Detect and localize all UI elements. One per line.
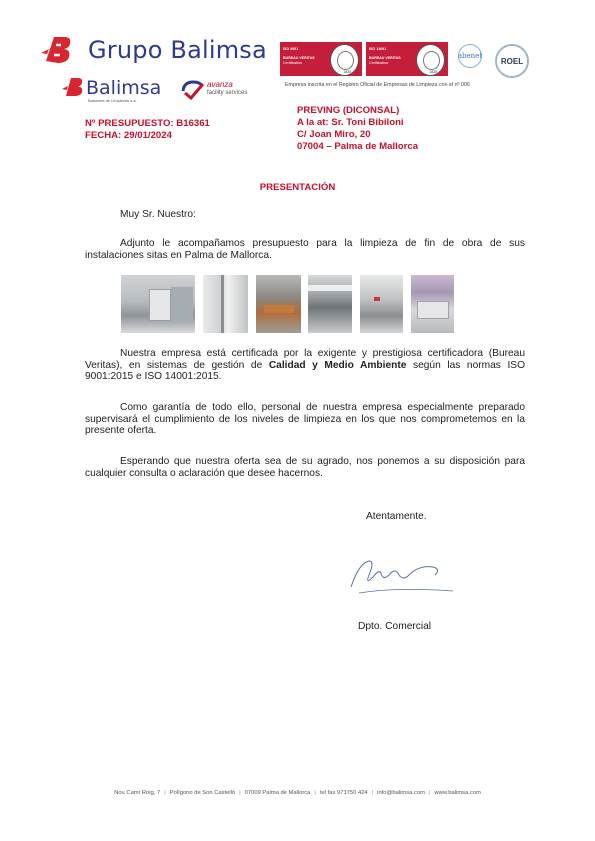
office-photo-4 xyxy=(308,275,352,333)
footer-polygon: Polígono de Son Castelló xyxy=(169,790,236,796)
brand-tagline: Balsones de Limpiezas s.a. xyxy=(88,98,137,103)
paragraph-2-bold: Calidad y Medio Ambiente xyxy=(268,359,407,371)
greeting: Muy Sr. Nuestro: xyxy=(120,209,196,220)
brand-main-title: Grupo Balimsa xyxy=(88,36,267,64)
recipient-company: PREVING (DICONSAL) xyxy=(297,105,400,116)
footer-email[interactable]: info@balimsa.com xyxy=(377,790,425,796)
abenet-label: abenet xyxy=(457,52,483,60)
footer-separator: | xyxy=(164,790,166,796)
footer-address: Nou Camí Roig, 7 xyxy=(114,790,161,796)
office-photo-6 xyxy=(411,275,454,333)
paragraph-1: Adjunto le acompañamos presupuesto para la limpieza de fin de obra de sus instalaciones sitas en Palma de Mallorca. xyxy=(85,238,525,261)
quote-meta xyxy=(85,118,210,142)
bureau-veritas-iso9001-badge xyxy=(280,42,362,76)
paragraph-2 xyxy=(85,348,525,383)
office-photo-3 xyxy=(256,275,301,333)
recipient-block xyxy=(297,105,418,153)
balimsa-logo-icon xyxy=(62,76,86,98)
cert2-year: 1828 xyxy=(429,70,437,74)
bureau-veritas-iso14001-badge xyxy=(366,42,448,76)
avanza-tagline: facility services xyxy=(207,90,248,96)
footer-web[interactable]: www.balimsa.com xyxy=(434,790,481,796)
cert1-iso: ISO 9001 xyxy=(283,47,299,51)
cert2-type: Certification xyxy=(369,61,388,65)
cert1-type: Certification xyxy=(283,61,302,65)
abenet-logo xyxy=(454,44,486,80)
paragraph-4: Esperando que nuestra oferta sea de su agrado, nos ponemos a su disposición para cualquier consulta o aclaración que desee hacernos. xyxy=(85,456,525,479)
footer-phone: tel fax 971750 424 xyxy=(319,790,368,796)
quote-date: FECHA: 29/01/2024 xyxy=(85,130,172,141)
roel-label: ROEL xyxy=(500,56,524,66)
paragraph-3: Como garantía de todo ello, personal de nuestra empresa especialmente preparado supervisará el cumplimiento de los niveles de limpieza en los que nos comprometemos en la presente oferta. xyxy=(85,402,525,437)
handwritten-signature xyxy=(345,553,455,599)
signatory: Dpto. Comercial xyxy=(358,621,432,632)
closing: Atentamente. xyxy=(366,511,427,522)
footer-separator: | xyxy=(371,790,374,796)
recipient-attention: A la at: Sr. Toni Bibiloni xyxy=(297,117,404,128)
grupo-balimsa-logo-icon xyxy=(40,33,80,67)
section-title: PRESENTACIÓN xyxy=(259,182,336,193)
footer-separator: | xyxy=(314,790,316,796)
office-photo-2 xyxy=(203,275,248,333)
roel-logo xyxy=(495,44,529,78)
recipient-street: C/ Joan Miro, 20 xyxy=(297,129,371,140)
paragraph-2-start: Nuestra empresa está certificada por la exigente y prestigiosa certificadora (Bureau Veritas), en sistemas de gestión de xyxy=(85,348,525,371)
avanza-name: avanza xyxy=(207,80,233,89)
recipient-city: 07004 – Palma de Mallorca xyxy=(297,141,419,152)
office-photo-1 xyxy=(121,275,195,333)
paragraph-2-end: según las normas ISO 9001:2015 e ISO 14001:2015. xyxy=(85,359,526,383)
footer-separator: | xyxy=(239,790,241,796)
quote-number: Nº PRESUPUESTO: B16361 xyxy=(85,118,210,129)
registro-text: Empresa inscrita en el Registro Oficial de Empresas de Limpieza con el nº 006 xyxy=(285,82,470,88)
cert2-org: BUREAU VERITAS xyxy=(369,56,401,60)
cert1-year: 1828 xyxy=(343,70,351,74)
footer-city: 07009 Palma de Mallorca xyxy=(244,790,311,796)
footer-separator: | xyxy=(428,790,431,796)
avanza-logo-icon xyxy=(180,78,206,100)
cert1-org: BUREAU VERITAS xyxy=(283,56,315,60)
brand-sub-title: Balimsa xyxy=(86,77,162,99)
footer xyxy=(0,790,595,796)
cert2-iso: ISO 14001 xyxy=(369,47,387,51)
office-photo-5 xyxy=(360,275,403,333)
